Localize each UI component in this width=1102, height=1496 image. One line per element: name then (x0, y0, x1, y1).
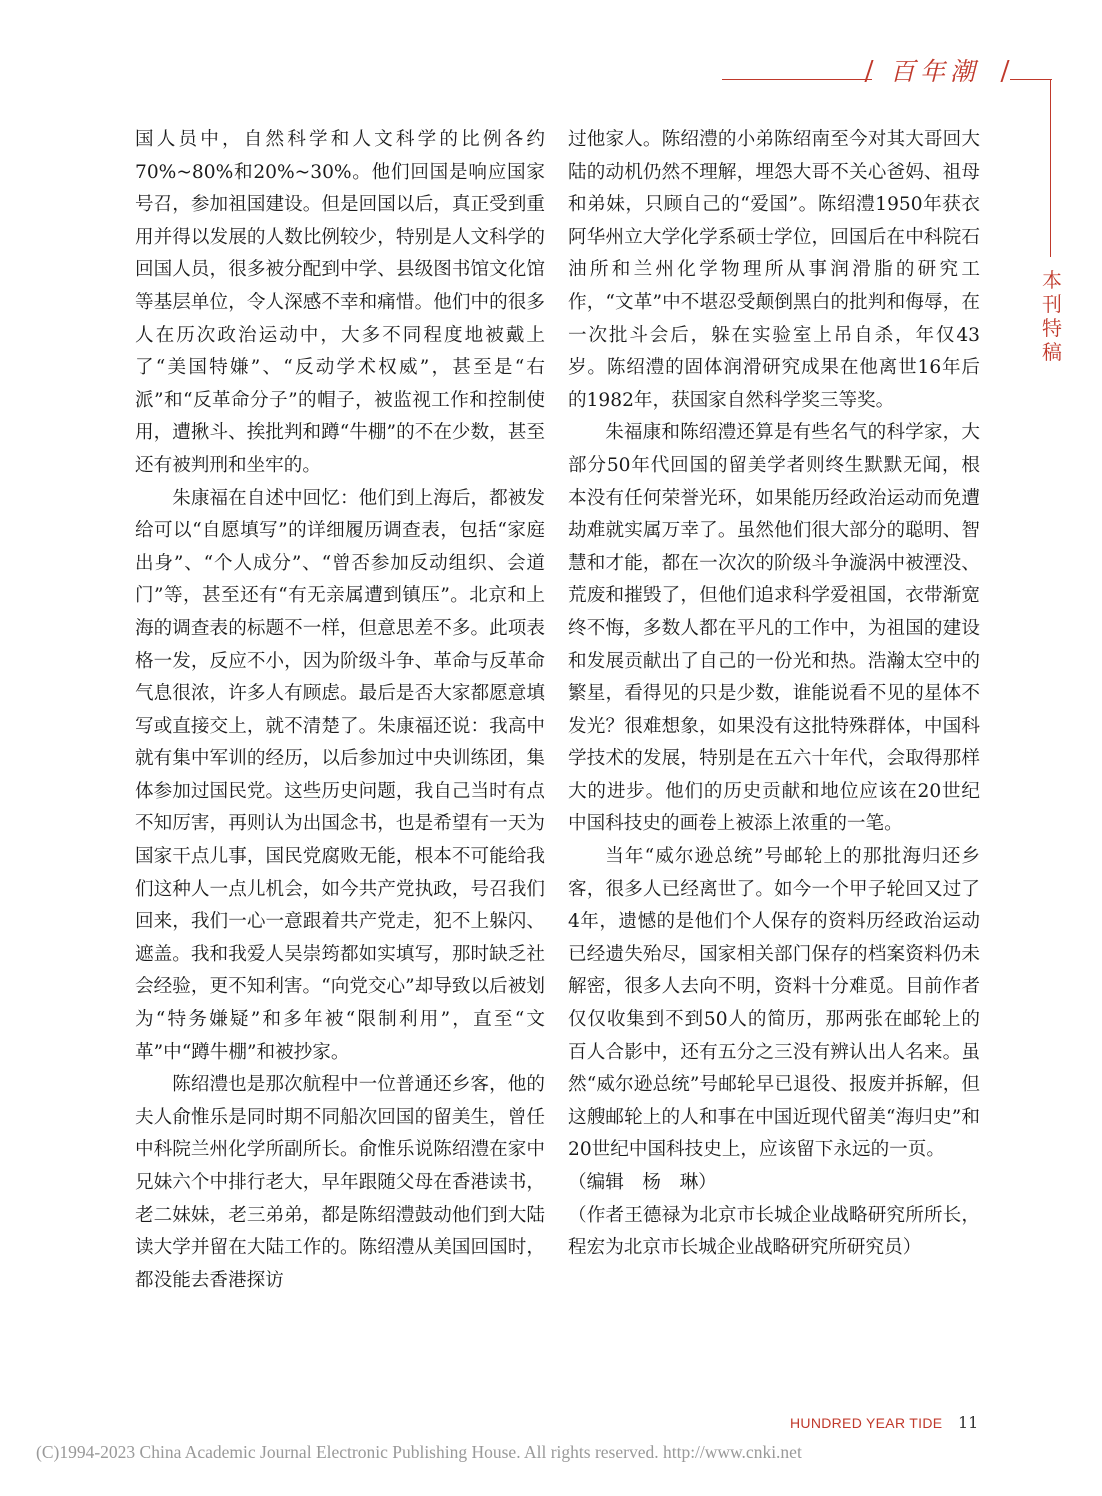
header-rule-left (722, 79, 872, 80)
header-rule-vertical (1050, 79, 1051, 257)
text-column-right (568, 124, 980, 1265)
header-rule-right (1010, 79, 1052, 80)
header-slash-right (1000, 60, 1009, 82)
page-number: 11 (958, 1413, 979, 1432)
author-note: （作者王德禄为北京市长城企业战略研究所所长，程宏为北京市长城企业战略研究所研究员） (568, 1204, 980, 1259)
paragraph: 国人员中，自然科学和人文科学的比例各约70%~80%和20%~30%。他们回国是响应国家号召，参加祖国建设。但是回国以后，真正受到重用并得以发展的人数比例较少，特别是人文科学的回国人员，很多被分配到中学、县级图书馆文化馆等基层单位，令人深感不幸和痛惜。他们中的很多人在历次政治运动中，大多不同程度地被戴上了“美国特嫌”、“反动学术权威”，甚至是“右派”和“反革命分子”的帽子，被监视工作和控制使用，遭揪斗、挨批判和蹲“牛棚”的不在少数，甚至还有被判刑和坐牢的。 (135, 129, 545, 476)
paragraph: 过他家人。陈绍澧的小弟陈绍南至今对其大哥回大陆的动机仍然不理解，埋怨大哥不关心爸妈、祖母和弟妹，只顾自己的“爱国”。陈绍澧1950年获衣阿华州立大学化学系硕士学位，回国后在中科院石油所和兰州化学物理所从事润滑脂的研究工作，“文革”中不堪忍受颠倒黑白的批判和侮辱，在一次批斗会后，躲在实验室上吊自杀，年仅43岁。陈绍澧的固体润滑研究成果在他离世16年后的1982年，获国家自然科学奖三等奖。 (568, 129, 980, 411)
paragraph: 朱福康和陈绍澧还算是有些名气的科学家，大部分50年代回国的留美学者则终生默默无闻，根本没有任何荣誉光环，如果能历经政治运动而免遭劫难就实属万幸了。虽然他们很大部分的聪明、智慧和才能，都在一次次的阶级斗争漩涡中被湮没、荒废和摧毁了，但他们追求科学爱祖国，衣带渐宽终不悔，多数人都在平凡的工作中，为祖国的建设和发展贡献出了自己的一份光和热。浩瀚太空中的繁星，看得见的只是少数，谁能说看不见的星体不发光？很难想象，如果没有这批特殊群体，中国科学技术的发展，特别是在五六十年代，会取得那样大的进步。他们的历史贡献和地位应该在20世纪中国科技史的画卷上被添上浓重的一笔。 (568, 422, 980, 835)
section-label: 本刊特稿 (1042, 268, 1062, 364)
text-column-left (135, 124, 545, 1297)
copyright-notice: (C)1994-2023 China Academic Journal Electronic Publishing House. All rights reserved. http://www.cnki.net (36, 1442, 802, 1462)
footer-magazine-name: HUNDRED YEAR TIDE (790, 1415, 943, 1431)
editor-note: （编辑 杨 琳） (568, 1172, 717, 1193)
paragraph: 朱康福在自述中回忆：他们到上海后，都被发给可以“自愿填写”的详细履历调查表，包括“家庭出身”、“个人成分”、“曾否参加反动组织、会道门”等，甚至还有“有无亲属遭到镇压”。北京和上海的调查表的标题不一样，但意思差不多。此项表格一发，反应不小，因为阶级斗争、革命与反革命气息很浓，许多人有顾虑。最后是否大家都愿意填写或直接交上，就不清楚了。朱康福还说：我高中就有集中军训的经历，以后参加过中央训练团，集体参加过国民党。这些历史问题，我自己当时有点不知厉害，再则认为出国念书，也是希望有一天为国家干点儿事，国民党腐败无能，根本不可能给我们这种人一点儿机会，如今共产党执政，号召我们回来，我们一心一意跟着共产党走，犯不上躲闪、遮盖。我和我爱人吴崇筠都如实填写，那时缺乏社会经验，更不知利害。“向党交心”却导致以后被划为“特务嫌疑”和多年被“限制利用”，直至“文革”中“蹲牛棚”和被抄家。 (135, 487, 545, 1063)
magazine-title: 百年潮 (890, 57, 981, 86)
paragraph: 陈绍澧也是那次航程中一位普通还乡客，他的夫人俞惟乐是同时期不同船次回国的留美生，曾任中科院兰州化学所副所长。俞惟乐说陈绍澧在家中兄妹六个中排行老大，早年跟随父母在香港读书，老二妹妹，老三弟弟，都是陈绍澧鼓动他们到大陆读大学并留在大陆工作的。陈绍澧从美国回国时，都没能去香港探访 (135, 1074, 545, 1291)
paragraph: 当年“威尔逊总统”号邮轮上的那批海归还乡客，很多人已经离世了。如今一个甲子轮回又过了4年，遗憾的是他们个人保存的资料历经政治运动已经遗失殆尽，国家相关部门保存的档案资料仍未解密，很多人去向不明，资料十分难觅。目前作者仅仅收集到不到50人的简历，那两张在邮轮上的百人合影中，还有五分之三没有辨认出人名来。虽然“威尔逊总统”号邮轮早已退役、报废并拆解，但这艘邮轮上的人和事在中国近现代留美“海归史”和20世纪中国科技史上，应该留下永远的一页。 (568, 846, 980, 1161)
